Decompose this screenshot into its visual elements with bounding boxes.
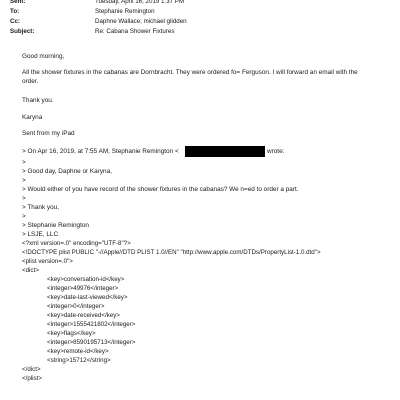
xml-dict-close: </dict> — [22, 366, 41, 373]
xml-plist-open: <plist version=.0"> — [22, 258, 73, 265]
quoted-gt-2: > — [22, 177, 26, 184]
body-thanks: Thank you. — [22, 97, 54, 104]
body-signature: Sent from my iPad — [22, 130, 75, 137]
body-para1-line1: All the shower fixtures in the cabanas are Dornbracht. They were ordered fo= Ferguson. I will forward an email with the — [22, 69, 358, 76]
to-value: Stephanie Remington — [95, 8, 155, 15]
quoted-greeting: > Good day, Daphne or Karyna, — [22, 168, 112, 175]
xml-value: <integer>0</integer> — [47, 303, 105, 310]
quoted-company: > LSJE, LLC — [22, 231, 59, 238]
quoted-thanks: > Thank you, — [22, 204, 60, 211]
subject-label: Subject: — [10, 28, 35, 35]
sent-value: Tuesday, April 16, 2019 1:37 PM — [95, 0, 185, 5]
xml-key: <key>date-last-viewed</key> — [47, 294, 128, 301]
xml-value: <integer>1555421802</integer> — [47, 321, 136, 328]
cc-value: Daphne Wallace; michael glidden — [95, 18, 187, 25]
quoted-gt-3: > — [22, 195, 26, 202]
to-label: To: — [10, 8, 20, 15]
xml-dict-open: <dict> — [22, 267, 39, 274]
sent-label: Sent: — [10, 0, 26, 5]
quoted-gt-1: > — [22, 159, 26, 166]
xml-doctype: <!DOCTYPE plist PUBLIC "-//Apple//DTD PLIST 1.0//EN" "http://www.apple.com/DTDs/PropertyList-1.0.dtd"> — [22, 249, 321, 256]
cc-label: Cc: — [10, 18, 20, 25]
xml-declaration: <?xml version=.0" encoding="UTF-8"?> — [22, 240, 131, 247]
xml-key: <key>conversation-id</key> — [47, 276, 125, 283]
quoted-gt-4: > — [22, 213, 26, 220]
quoted-intro-before: > On Apr 16, 2019, at 7:55 AM, Stephanie Remington < — [22, 148, 179, 155]
xml-value: <string>15712</string> — [47, 357, 111, 364]
xml-plist-close: </plist> — [22, 375, 42, 382]
quoted-name: > Stephanie Remington — [22, 222, 89, 229]
body-para1-line2: order. — [22, 78, 39, 85]
redaction-box — [185, 146, 265, 157]
xml-key: <key>date-received</key> — [47, 312, 120, 319]
body-name: Karyna — [22, 114, 43, 121]
body-greeting: Good morning, — [22, 53, 65, 60]
quoted-question: > Would either of you have record of the shower fixtures in the cabanas? We n=ed to order a part. — [22, 186, 299, 193]
quoted-intro-after: wrote: — [267, 148, 285, 155]
xml-value: <integer>49976</integer> — [47, 285, 119, 292]
subject-value: Re: Cabana Shower Fixtures — [95, 28, 175, 35]
xml-value: <integer>8590195713</integer> — [47, 339, 136, 346]
xml-key: <key>flags</key> — [47, 330, 96, 337]
xml-key: <key>remote-id</key> — [47, 348, 109, 355]
